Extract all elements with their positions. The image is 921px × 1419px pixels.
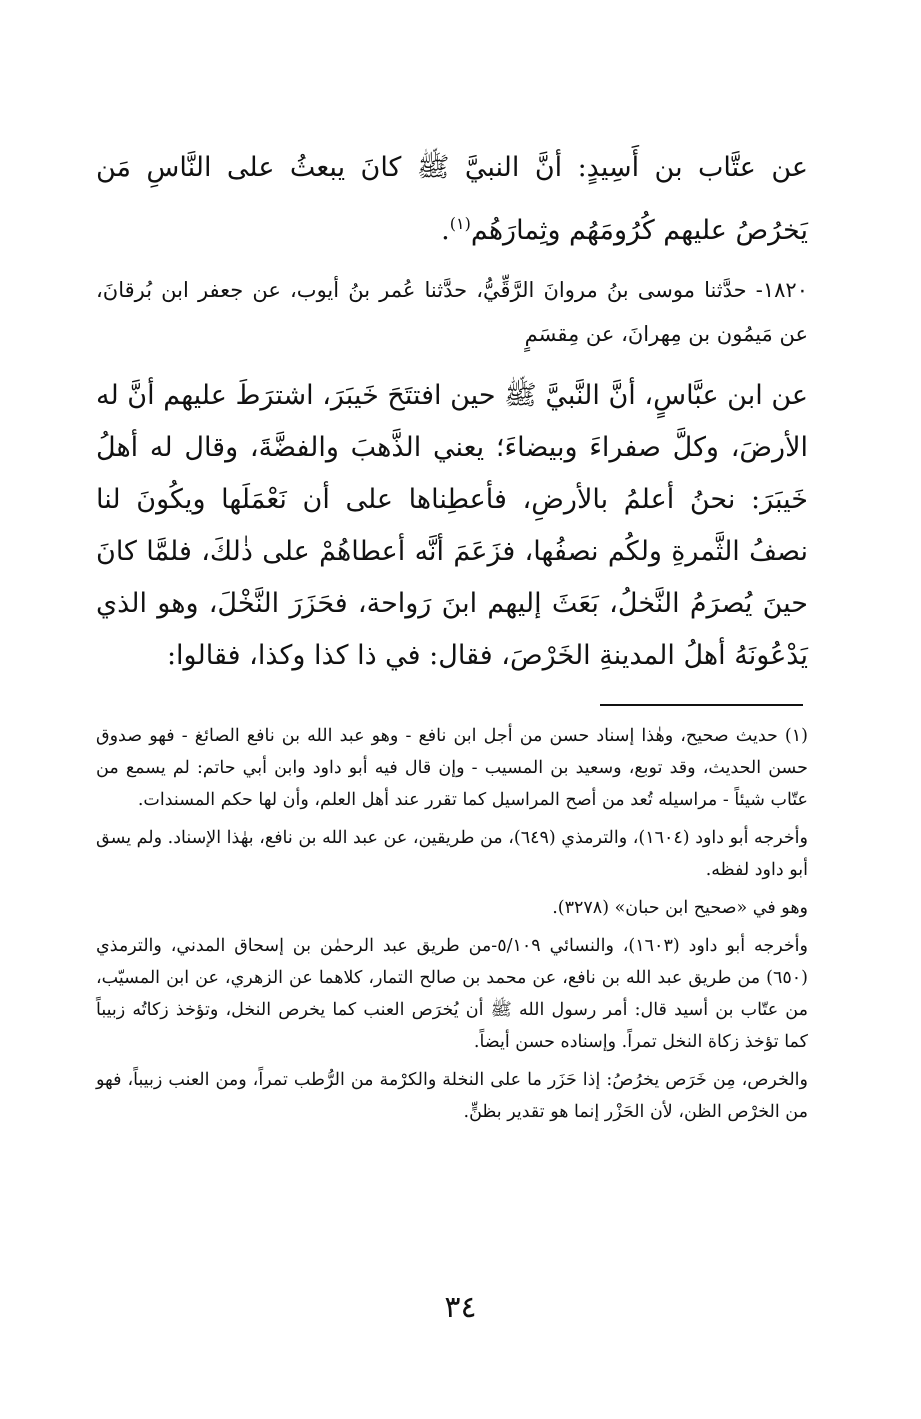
footnote-1: (١) حديث صحيح، وهٰذا إسناد حسن من أجل ابن نافع - وهو عبد الله بن نافع الصائغ - فهو صدوق حسن الحديث، وقد توبع، وسعيد بن المسيب - وإن قال فيه أبو داود وابن أبي حاتم: لم يسمع من عتّاب شيئاً - مراسيله تُعد من أصح المراسيل كما تقرر عند أهل العلم، وأن لها حكم المسندات. [96, 726, 808, 810]
hadith-chain: ١٨٢٠- حدَّثنا موسى بنُ مروانَ الرَّقِّيُّ، حدَّثنا عُمر بنُ أيوب، عن جعفر ابن بُرقانَ، عن مَيمُون بن مِهرانَ، عن مِقسَمٍ [96, 278, 808, 346]
footnote-separator [600, 704, 803, 706]
page-number: ٣٤ [444, 1290, 477, 1325]
footnote-para-5: والخرص، مِن خَرَص يخرُصُ: إذا حَزَر ما على النخلة والكرْمة من الرُّطب تمراً، ومن العنب زبيباً، فهو من الخرْص الظن، لأن الحَزْر إنما هو تقدير بظنٍّ. [96, 1070, 808, 1122]
footnotes-block [96, 720, 808, 1134]
opening-paragraph [96, 140, 808, 259]
footnote-para-2: وأخرجه أبو داود (١٦٠٤)، والترمذي (٦٤٩)، من طريقين، عن عبد الله بن نافع، بهٰذا الإسناد. ولم يسق أبو داود لفظه. [96, 828, 808, 880]
opening-text: عن عتَّاب بن أَسِيدٍ: أنَّ النبيَّ ﷺ كانَ يبعثُ على النَّاسِ مَن يَخرُصُ عليهم كُرُومَهُم وثِمارَهُم [96, 152, 808, 246]
hadith-text-block [96, 370, 808, 682]
opening-end: . [441, 215, 450, 246]
hadith-narration-block [96, 268, 808, 356]
main-text-block [96, 140, 808, 259]
footnote-para-3: وهو في «صحيح ابن حبان» (٣٢٧٨). [552, 898, 808, 918]
footnote-reference: (١) [449, 214, 471, 233]
hadith-text: عن ابن عبَّاسٍ، أنَّ النَّبيَّ ﷺ حين افتتَحَ خَيبَرَ، اشترَطَ عليهم أنَّ له الأرضَ، وكلَّ صفراءَ وبيضاءَ؛ يعني الذَّهبَ والفضَّةَ، وقال له أهلُ خَيبَرَ: نحنُ أعلمُ بالأرضِ، فأعطِناها على أن نَعْمَلَها ويكُونَ لنا نصفُ الثَّمرةِ ولكُم نصفُها، فزَعَمَ أنَّه أعطاهُمْ على ذٰلكَ، فلمَّا كانَ حينَ يُصرَمُ النَّخلُ، بَعَثَ إليهم ابنَ رَواحة، فحَزَرَ النَّخْلَ، وهو الذي يَدْعُونَهُ أهلُ المدينةِ الخَرْصَ، فقال: في ذا كذا وكذا، فقالوا: [96, 380, 808, 671]
footnote-para-4: وأخرجه أبو داود (١٦٠٣)، والنسائي ٥/١٠٩-من طريق عبد الرحمٰن بن إسحاق المدني، والترمذي (٦٥٠) من طريق عبد الله بن نافع، عن محمد بن صالح التمار، كلاهما عن الزهري، عن ابن المسيّب، من عتّاب بن أسيد قال: أمر رسول الله ﷺ أن يُخرَص العنب كما يخرص النخل، وتؤخذ زكاتُه زبيباً كما تؤخذ زكاة النخل تمراً. وإسناده حسن أيضاً. [96, 936, 808, 1052]
